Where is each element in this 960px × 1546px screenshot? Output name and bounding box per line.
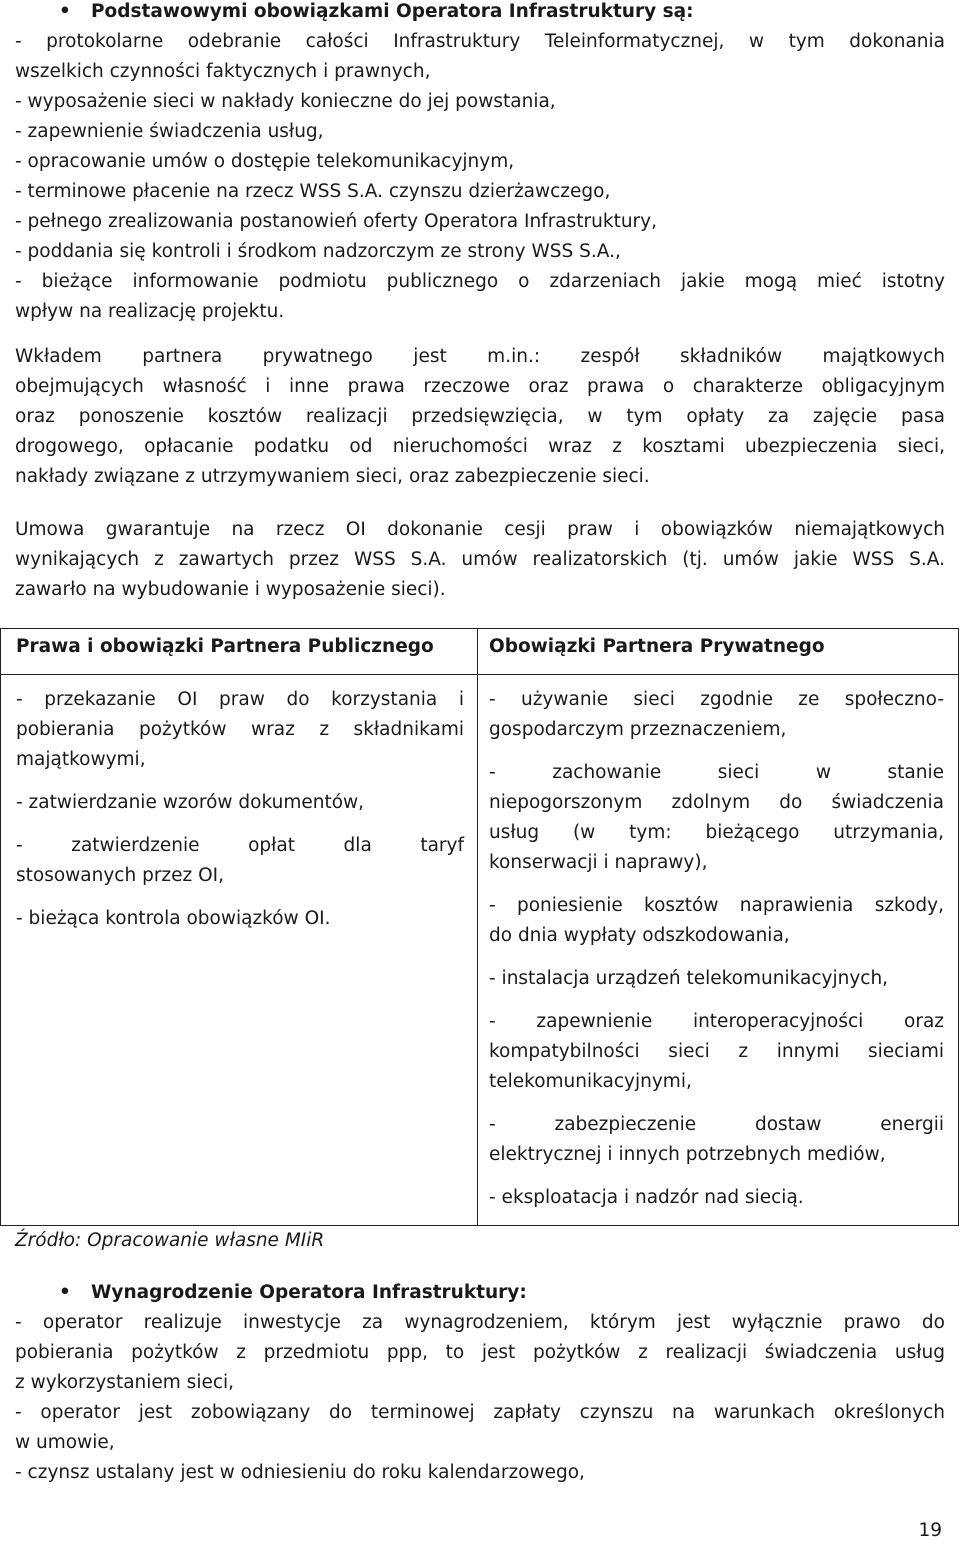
section-heading-text: Wynagrodzenie Operatora Infrastruktury: — [91, 1282, 527, 1303]
item-line: niepogorszonym zdolnym do świadczenia — [489, 792, 944, 813]
text-line: - czynsz ustalany jest w odniesieniu do roku kalendarzowego, — [15, 1462, 585, 1483]
list-item — [489, 964, 944, 994]
list-item — [489, 1007, 944, 1097]
list-item — [16, 685, 464, 775]
item-line: - używanie sieci zgodnie ze społeczno- — [489, 689, 944, 710]
item-line: - instalacja urządzeń telekomunikacyjnych, — [489, 968, 889, 989]
item-line: usług (w tym: bieżącego utrzymania, — [489, 822, 944, 843]
list-item — [489, 1110, 944, 1170]
text-line: w umowie, — [15, 1432, 115, 1453]
text-line: - bieżące informowanie podmiotu publicznego o zdarzeniach jakie mogą mieć istotny — [15, 271, 945, 292]
table-header-row — [1, 629, 959, 675]
bullet-icon: • — [59, 1282, 71, 1303]
list-item — [489, 891, 944, 951]
text-line: pobierania pożytków z przedmiotu ppp, to jest pożytków z realizacji świadczenia usług — [15, 1342, 945, 1363]
text-line: wynikających z zawartych przez WSS S.A. umów realizatorskich (tj. umów jakie WSS S.A. — [15, 549, 945, 570]
list-item — [16, 788, 464, 818]
text-line: - terminowe płacenie na rzecz WSS S.A. czynszu dzierżawczego, — [15, 181, 611, 202]
text-line: nakłady związane z utrzymywaniem sieci, oraz zabezpieczenie sieci. — [15, 466, 650, 487]
item-line: - zabezpieczenie dostaw energii — [489, 1114, 944, 1135]
paragraph-contribution — [15, 342, 945, 492]
text-line: - pełnego zrealizowania postanowień oferty Operatora Infrastruktury, — [15, 211, 657, 232]
list-item — [489, 1183, 944, 1213]
item-line: - zachowanie sieci w stanie — [489, 762, 944, 783]
list-item — [489, 758, 944, 878]
text-line: - poddania się kontroli i środkom nadzorczym ze strony WSS S.A., — [15, 241, 621, 262]
paragraph-agreement — [15, 515, 945, 605]
section-operator-remuneration — [15, 1278, 945, 1488]
item-line: majątkowymi, — [16, 749, 146, 770]
private-duties-cell — [478, 675, 959, 1226]
text-line: - operator jest zobowiązany do terminowej zapłaty czynszu na warunkach określonych — [15, 1402, 945, 1423]
item-line: telekomunikacyjnymi, — [489, 1071, 692, 1092]
item-line: - zapewnienie interoperacyjności oraz — [489, 1011, 944, 1032]
item-line: kompatybilności sieci z innymi sieciami — [489, 1041, 944, 1062]
item-line: - poniesienie kosztów naprawienia szkody, — [489, 895, 944, 916]
item-line: - zatwierdzanie wzorów dokumentów, — [16, 792, 365, 813]
bullet-icon: • — [59, 1, 71, 22]
text-line: drogowego, opłacanie podatku od nieruchomości wraz z kosztami ubezpieczenia sieci, — [15, 436, 945, 457]
public-duties-cell — [1, 675, 478, 1226]
item-line: stosowanych przez OI, — [16, 865, 225, 886]
text-line: z wykorzystaniem sieci, — [15, 1372, 235, 1393]
section-heading-text: Podstawowymi obowiązkami Operatora Infrastruktury są: — [91, 1, 694, 22]
item-line: - eksploatacja i nadzór nad siecią. — [489, 1187, 804, 1208]
section-operator-duties — [15, 0, 945, 327]
section-heading — [15, 0, 945, 27]
item-line: - zatwierdzenie opłat dla taryf — [16, 835, 464, 856]
text-line: zawarło na wybudowanie i wyposażenie sieci). — [15, 579, 446, 600]
text-line: Umowa gwarantuje na rzecz OI dokonanie cesji praw i obowiązków niemajątkowych — [15, 519, 945, 540]
source-note: Źródło: Opracowanie własne MIiR — [15, 1230, 325, 1251]
table-row — [1, 675, 959, 1226]
list-item — [16, 904, 464, 934]
text-line: - zapewnienie świadczenia usług, — [15, 121, 324, 142]
text-line: - protokolarne odebranie całości Infrastruktury Teleinformatycznej, w tym dokonania — [15, 31, 945, 52]
text-line: - wyposażenie sieci w nakłady konieczne do jej powstania, — [15, 91, 556, 112]
text-line: Wkładem partnera prywatnego jest m.in.: zespół składników majątkowych — [15, 346, 945, 367]
list-item — [489, 685, 944, 745]
item-line: - bieżąca kontrola obowiązków OI. — [16, 908, 331, 929]
item-line: konserwacji i naprawy), — [489, 852, 708, 873]
list-item — [16, 831, 464, 891]
item-line: - przekazanie OI praw do korzystania i — [16, 689, 464, 710]
table-header-private — [478, 629, 959, 675]
text-line: wpływ na realizację projektu. — [15, 301, 285, 322]
text-line: - opracowanie umów o dostępie telekomunikacyjnym, — [15, 151, 515, 172]
page-number: 19 — [918, 1520, 942, 1541]
text-line: - operator realizuje inwestycje za wynagrodzeniem, którym jest wyłącznie prawo do — [15, 1312, 945, 1333]
item-line: pobierania pożytków wraz z składnikami — [16, 719, 464, 740]
item-line: elektrycznej i innych potrzebnych mediów, — [489, 1144, 886, 1165]
table-header-public — [1, 629, 478, 675]
text-line: obejmujących własność i inne prawa rzeczowe oraz prawa o charakterze obligacyjnym — [15, 376, 945, 397]
header-text: Prawa i obowiązki Partnera Publicznego — [16, 636, 434, 657]
item-line: gospodarczym przeznaczeniem, — [489, 719, 787, 740]
obligations-table — [0, 628, 959, 1226]
header-text: Obowiązki Partnera Prywatnego — [489, 636, 825, 657]
text-line: oraz ponoszenie kosztów realizacji przedsięwzięcia, w tym opłaty za zajęcie pasa — [15, 406, 945, 427]
item-line: do dnia wypłaty odszkodowania, — [489, 925, 790, 946]
section-heading — [15, 1278, 945, 1308]
text-line: wszelkich czynności faktycznych i prawnych, — [15, 61, 431, 82]
